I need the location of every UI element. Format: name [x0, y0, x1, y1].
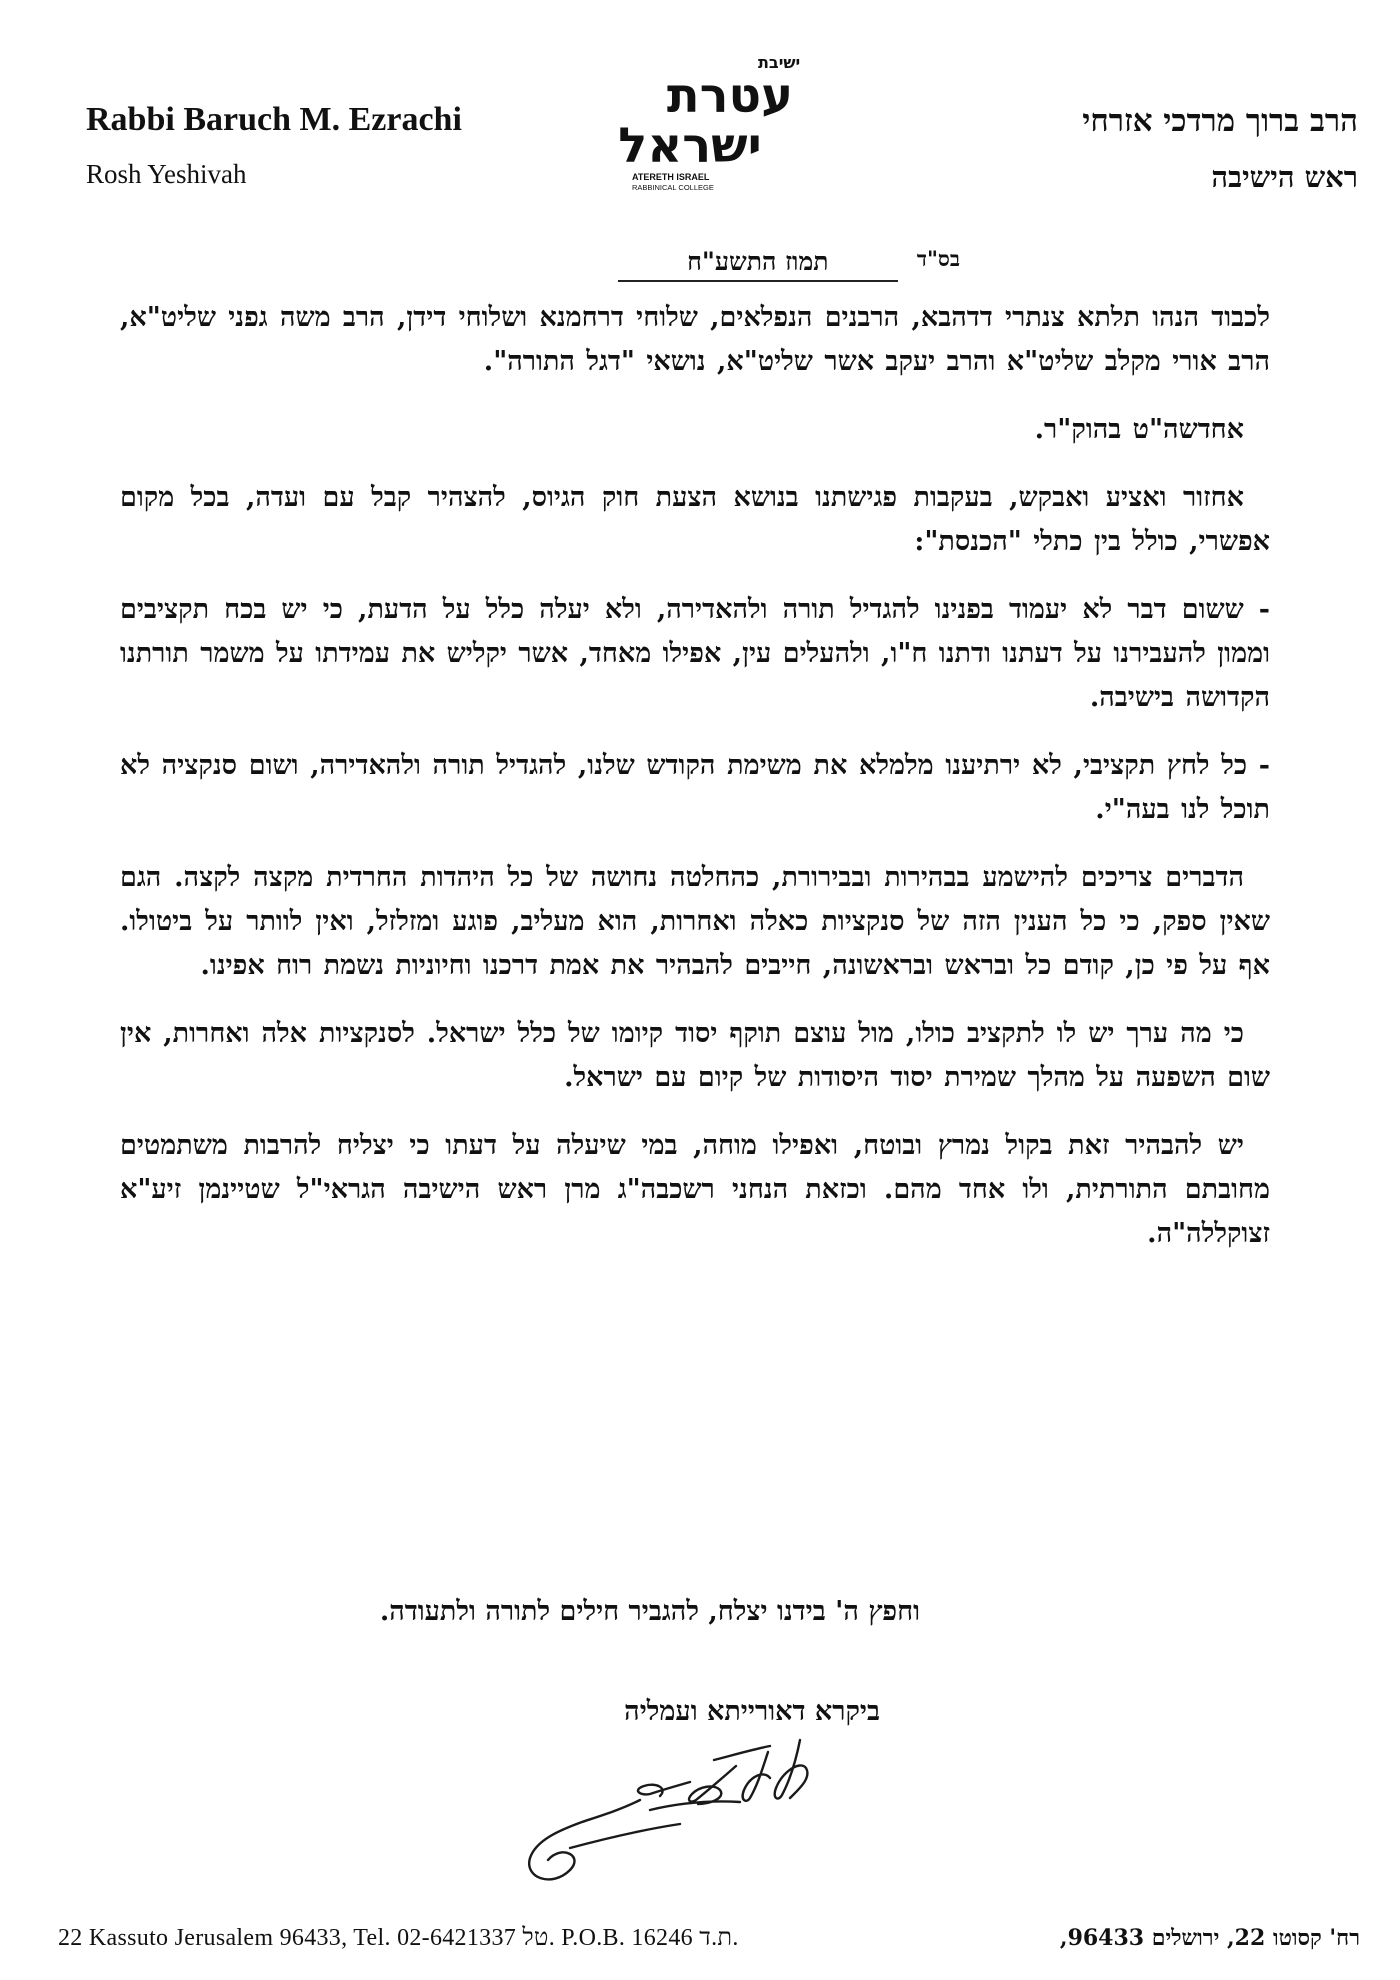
letterhead-hebrew	[898, 100, 1358, 198]
logo-line-1: עטרת	[666, 68, 794, 124]
paragraph-2: - ששום דבר לא יעמוד בפנינו להגדיל תורה ולהאדירה, ולא יעלה כלל על הדעת, כי יש בכח תקציבים וממון להעבירנו על דעתנו ודתנו ח"ו, ולהעלים עין, אפילו מאחד, אשר יקליש את עמידתו על משמר תורתנו הקדושה בישיבה.	[120, 594, 1270, 713]
paragraph-6: יש להבהיר זאת בקול נמרץ ובוטח, ואפילו מוחה, במי שיעלה על דעתו כי יצליח להרבות משתמטים מחובתם התורתית, ולו אחד מהם. וכזאת הנחני רשכבה"ג מרן ראש הישיבה הגראי"ל שטיינמן זיע"א זצוקללה"ה.	[120, 1130, 1271, 1249]
handwritten-signature	[500, 1720, 880, 1910]
logo-line-2: ישראל	[618, 118, 762, 174]
paragraph-5: כי מה ערך יש לו לתקציב כולו, מול עוצם תוקף יסוד קיומו של כלל ישראל. לסנקציות אלה ואחרות, אין שום השפעה על מהלך שמירת יסוד היסודות של קיום עם ישראל.	[120, 1018, 1270, 1093]
letterhead-english	[86, 98, 606, 196]
closing-line: וחפץ ה' בידנו יצלח, להגביר חילים לתורה ולתעודה.	[379, 1596, 920, 1627]
paragraph-1: אחזור ואציע ואבקש, בעקבות פגישתנו בנושא הצעת חוק הגיוס, להצהיר קבל עם ועדה, בכל מקום אפשרי, כולל בין כתלי "הכנסת":	[120, 482, 1270, 557]
logo-english-line-1: ATERETH ISRAEL	[632, 172, 710, 182]
rabbi-name-english: Rabbi Baruch M. Ezrachi	[86, 101, 462, 138]
rabbi-name-hebrew: הרב ברוך מרדכי אזרחי	[1082, 103, 1358, 139]
rabbi-title-english: Rosh Yeshivah	[86, 159, 247, 189]
logo-small-label: ישיבת	[758, 53, 801, 72]
bsd-mark: בס"ד	[916, 246, 960, 271]
addressee: לכבוד הנהו תלתא צנתרי דדהבא, הרבנים הנפלאים, שלוחי דרחמנא ושלוחי דידן, הרב משה גפני שליט"א, הרב אורי מקלב שליט"א והרב יעקב אשר שליט"א, נושאי "דגל התורה".	[120, 302, 1270, 377]
footer-address-english: 22 Kassuto Jerusalem 96433, Tel. 02-6421337 טל. P.O.B. 16246 ת.ד.	[58, 1925, 739, 1951]
footer-address-hebrew: רח' קסוטו 22, ירושלים 96433,	[1059, 1925, 1360, 1951]
paragraph-3: - כל לחץ תקציבי, לא ירתיענו מלמלא את משימת הקודש שלנו, להגדיל תורה ולהאדירה, ושום סנקציה לא תוכל לנו בעה"י.	[120, 750, 1270, 825]
date-row	[500, 246, 960, 282]
yeshiva-logo	[580, 50, 801, 200]
letter-body	[120, 296, 1270, 1280]
rabbi-title-hebrew: ראש הישיבה	[1211, 160, 1358, 194]
paragraph-4: הדברים צריכים להישמע בבהירות ובבירורת, כהחלטה נחושה של כל היהדות החרדית מקצה לקצה. הגם שאין ספק, כי כל הענין הזה של סנקציות כאלה ואחרות, הוא מעליב, פוגע ומזלזל, ואין לוותר על ביטולו. אף על פי כן, קודם כל ובראש ובראשונה, חייבים להבהיר את אמת דרכנו וחיוניות נשמת רוח אפינו.	[120, 862, 1270, 981]
logo-english-line-2: RABBINICAL COLLEGE	[632, 183, 714, 192]
signoff: ביקרא דאורייתא ועמליה	[624, 1696, 880, 1727]
letter-date: תמוז התשע"ח	[618, 246, 898, 282]
greeting: אחדשה"ט בהוק"ר.	[1034, 414, 1244, 445]
